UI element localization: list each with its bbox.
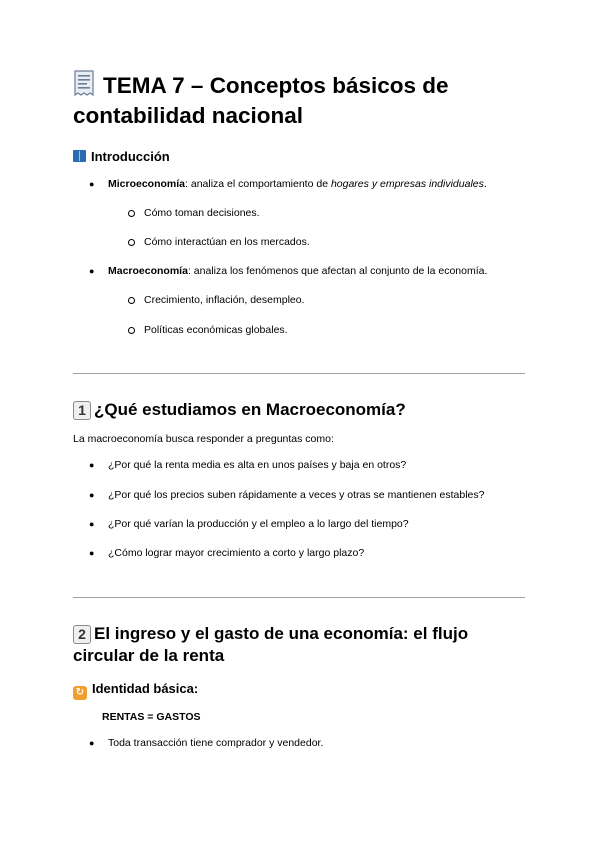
term-micro: Microeconomía xyxy=(108,178,186,190)
sub-list-item: Políticas económicas globales. xyxy=(144,324,288,336)
bullet-icon: ● xyxy=(89,179,95,189)
sub-list-item: Cómo interactúan en los mercados. xyxy=(144,236,310,248)
bullet-icon: ● xyxy=(89,490,95,500)
section1-heading-text: ¿Qué estudiamos en Macroeconomía? xyxy=(94,400,406,419)
number-one-icon: 1 xyxy=(73,401,91,420)
sub-list-item: Crecimiento, inflación, desempleo. xyxy=(144,294,305,306)
bullet-icon: ● xyxy=(89,738,95,748)
sub-bullet-icon xyxy=(128,239,135,246)
term-macro: Macroeconomía xyxy=(108,265,188,277)
bullet-icon: ● xyxy=(89,548,95,558)
section2-heading xyxy=(73,622,468,645)
list-item: ¿Por qué varían la producción y el empleo a lo largo del tiempo? xyxy=(108,518,409,530)
item-end: . xyxy=(483,178,487,190)
divider xyxy=(73,373,525,374)
repeat-icon: ↻ xyxy=(73,686,87,700)
intro-heading-text: Introducción xyxy=(91,149,170,164)
item-emphasis: hogares y empresas individuales xyxy=(330,178,484,190)
page-title xyxy=(73,70,533,131)
divider xyxy=(73,597,525,598)
title-block xyxy=(73,70,533,131)
intro-heading xyxy=(73,149,170,165)
item-text: : analiza los fenómenos que afectan al conjunto de la economía. xyxy=(187,265,488,277)
section2-subheading-text: Identidad básica: xyxy=(92,681,199,696)
bullet-icon: ● xyxy=(89,519,95,529)
sub-bullet-icon xyxy=(128,327,135,334)
bullet-icon: ● xyxy=(89,266,95,276)
list-item: ¿Por qué los precios suben rápidamente a veces y otras se mantienen estables? xyxy=(108,489,485,501)
section2-heading-line1: El ingreso y el gasto de una economía: el flujo xyxy=(94,624,469,643)
receipt-icon xyxy=(73,70,95,96)
list-item: ¿Por qué la renta media es alta en unos países y baja en otros? xyxy=(108,459,407,471)
list-item: ¿Cómo lograr mayor crecimiento a corto y largo plazo? xyxy=(108,547,365,559)
list-item xyxy=(108,265,487,278)
section2-subheading xyxy=(73,681,198,700)
sub-bullet-icon xyxy=(128,210,135,217)
number-two-icon: 2 xyxy=(73,625,91,644)
item-text: : analiza el comportamiento de xyxy=(185,178,331,190)
bullet-icon: ● xyxy=(89,460,95,470)
section1-lead: La macroeconomía busca responder a preguntas como: xyxy=(73,433,334,445)
book-icon xyxy=(73,150,86,162)
list-item: Toda transacción tiene comprador y vendedor. xyxy=(108,737,324,749)
sub-bullet-icon xyxy=(128,297,135,304)
list-item xyxy=(108,178,487,191)
title-text: TEMA 7 – Conceptos básicos de contabilidad nacional xyxy=(73,73,449,128)
identity-formula: RENTAS = GASTOS xyxy=(102,711,201,723)
sub-list-item: Cómo toman decisiones. xyxy=(144,207,260,219)
section1-heading xyxy=(73,398,406,421)
section2-heading-cont: circular de la renta xyxy=(73,646,225,665)
